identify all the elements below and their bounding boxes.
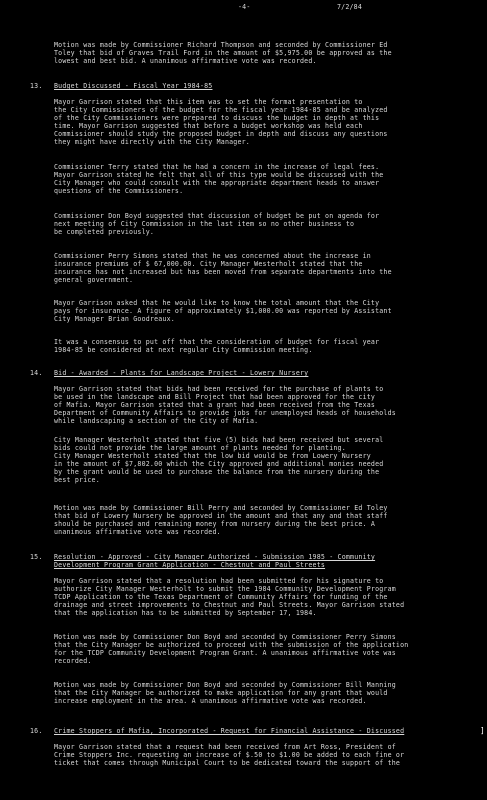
paragraph-motion-bid: Motion was made by Commissioner Richard Thompson and seconded by Commissioner Ed Toley that bid of Graves Trail Ford in the amount of $5,975.00 be approved as the lowest and best bid. A unanimous affirmative vote was recorded. bbox=[54, 41, 392, 66]
paragraph-legal-fees: Commissioner Terry stated that he had a concern in the increase of legal fees. Mayor Garrison stated he felt that all of this type would be discussed with the City Manager who could consult with the appropriate department heads to answer questions of the Commissioners. bbox=[54, 163, 384, 196]
item-title-15-line2: Development Program Grant Application - Chestnut and Paul Streets bbox=[54, 561, 326, 569]
item-title-13: Budget Discussed - Fiscal Year 1984-85 bbox=[54, 82, 213, 90]
page-number: -4- bbox=[238, 3, 251, 11]
paragraph-motion-grant: Motion was made by Commissioner Don Boyd and seconded by Commissioner Bill Manning that the City Manager be authorized to make application for any grant that would increase employment in the area. A unanimous affirmative vote was recorded. bbox=[54, 681, 396, 706]
item-title-14: Bid - Awarded - Plants for Landscape Project - Lowery Nursery bbox=[54, 369, 309, 377]
item-title-16: Crime Stoppers of Mafia, Incorporated - Request for Financial Assistance - Discussed bbox=[54, 727, 405, 735]
page-date: 7/2/84 bbox=[337, 3, 363, 11]
item-number-13: 13. bbox=[30, 82, 43, 90]
paragraph-crime-stoppers: Mayor Garrison stated that a request had been received from Art Ross, President of Crime Stoppers Inc. requesting an increase of $.50 to $1.00 be added to each fine or ticket that comes through Municipal Court to be dedicated toward the support of the bbox=[54, 743, 405, 768]
page-header bbox=[0, 3, 487, 15]
paragraph-low-bid: City Manager Westerholt stated that five (5) bids had been received but several bids could not provide the large amount of plants needed for planting. City Manager Westerholt stated that the low bid would be from Lowery Nursery in the amount of $7,802.00 which the City approved and additional monies needed by the grant would be used to purchase the balance from the nursery during the best price. bbox=[54, 436, 384, 485]
paragraph-agenda: Commissioner Don Boyd suggested that discussion of budget be put on agenda for next meeting of City Commission in the last item so no other business to be completed previously. bbox=[54, 212, 380, 237]
paragraph-motion-tcdp: Motion was made by Commissioner Don Boyd and seconded by Commissioner Perry Simons that the City Manager be authorized to proceed with the submission of the application for the TCDP Community Development Program Grant. A unanimous affirmative vote was recorded. bbox=[54, 633, 409, 666]
item-number-15: 15. bbox=[30, 553, 43, 561]
margin-bracket-mark: ] bbox=[479, 726, 485, 735]
paragraph-plants-bids: Mayor Garrison stated that bids had been received for the purchase of plants to be used in the landscape and Bill Project that had been approved for the city of Mafia. Mayor Garrison stated that a grant had been received from the Texas Department of Community Affairs to provide jobs for unemployed heads of households while landscaping a section of the City of Mafia. bbox=[54, 385, 396, 426]
item-number-14: 14. bbox=[30, 369, 43, 377]
paragraph-resolution: Mayor Garrison stated that a resolution had been submitted for his signature to authorize City Manager Westerholt to submit the 1984 Community Development Program TCDP Application to the Texas Department of Community Affairs for funding of the drainage and street improvements to Chestnut and Paul Streets. Mayor Garrison stated that the application has to be submitted by September 17, 1984. bbox=[54, 577, 405, 618]
paragraph-consensus: It was a consensus to put off that the consideration of budget for fiscal year 1984-85 be considered at next regular City Commission meeting. bbox=[54, 338, 380, 355]
paragraph-motion-nursery: Motion was made by Commissioner Bill Perry and seconded by Commissioner Ed Toley that bid of Lowery Nursery be approved in the amount and that any and that staff should be purchased and remaining money from nursery during the best price. A unanimous affirmative vote was recorded. bbox=[54, 504, 388, 537]
paragraph-insurance: Commissioner Perry Simons stated that he was concerned about the increase in insurance premiums of $ 67,000.00. City Manager Westerholt stated that the insurance has not increased but has been moved from separate departments into the general government. bbox=[54, 252, 392, 285]
item-number-16: 16. bbox=[30, 727, 43, 735]
item-title-15-line1: Resolution - Approved - City Manager Authorized - Submission 1985 - Community bbox=[54, 553, 376, 561]
paragraph-budget-intro: Mayor Garrison stated that this item was to set the format presentation to the City Commissioners of the budget for the fiscal year 1984-85 and be analyzed of the City Commissioners were prepared to discuss the budget in depth at this time. Mayor Garrison suggested that before a budget workshop was held each Commissioner should study the proposed budget in depth and discuss any questions they might have directly with the City Manager. bbox=[54, 98, 388, 147]
paragraph-insurance-total: Mayor Garrison asked that he would like to know the total amount that the City pays for insurance. A figure of approximately $1,000.00 was reported by Assistant City Manager Brian Goodreaux. bbox=[54, 299, 392, 324]
